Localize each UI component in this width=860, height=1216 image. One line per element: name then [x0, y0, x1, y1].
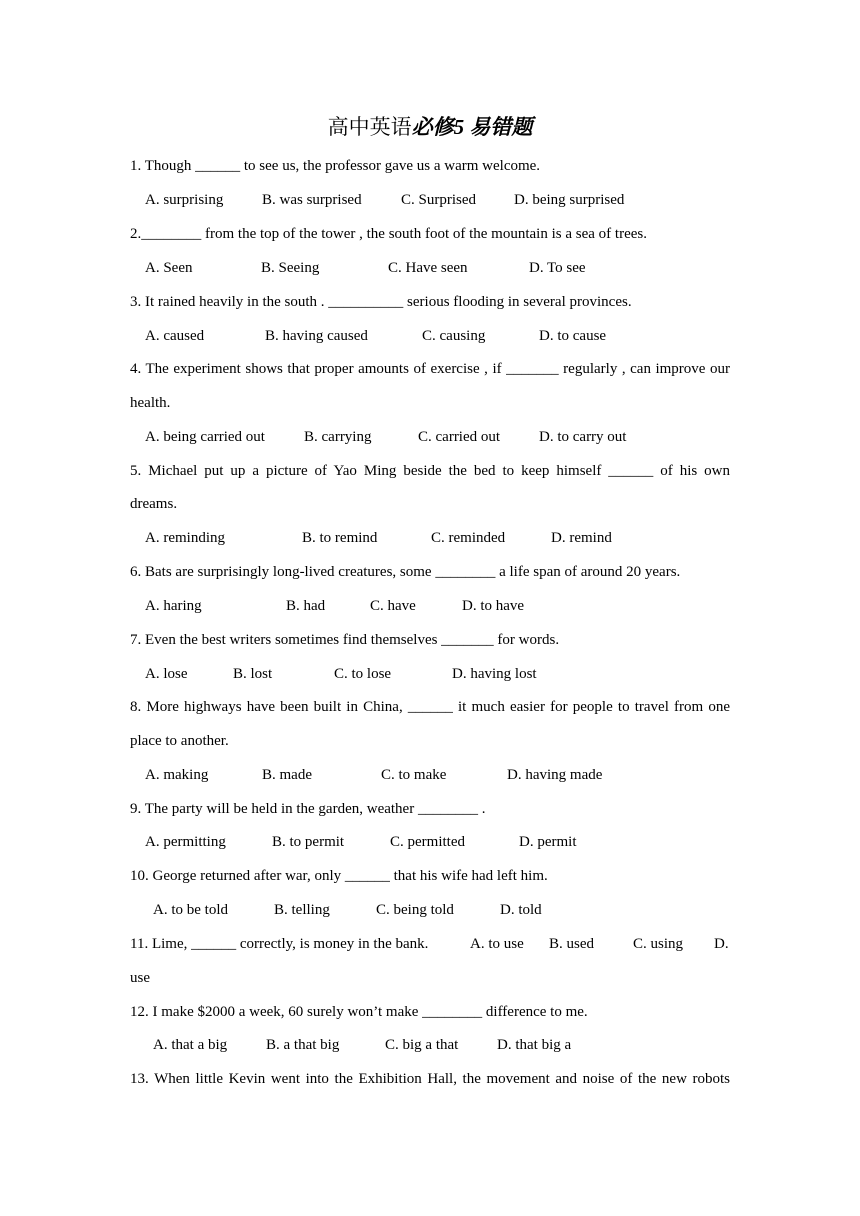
title-emphasis: 必修5 易错题: [411, 115, 533, 139]
question-3-text: 3. It rained heavily in the south . __________ serious flooding in several provinces.: [130, 294, 632, 310]
question-7-option-b: B. lost: [233, 666, 273, 682]
question-12-option-a: A. that a big: [153, 1037, 228, 1053]
question-1-option-d: D. being surprised: [514, 192, 625, 208]
question-1-option-b: B. was surprised: [262, 192, 362, 208]
question-8-option-b: B. made: [262, 767, 312, 783]
question-10-text: 10. George returned after war, only ______ that his wife had left him.: [130, 868, 548, 884]
question-4-option-c: C. carried out: [418, 429, 501, 445]
question-9-option-d: D. permit: [519, 834, 577, 850]
question-8-option-d: D. having made: [507, 767, 603, 783]
question-4-option-d: D. to carry out: [539, 429, 627, 445]
question-10-option-d: D. told: [500, 902, 542, 918]
question-11-option-d: D.: [714, 936, 729, 952]
question-12-text: 12. I make $2000 a week, 60 surely won’t make ________ difference to me.: [130, 1004, 588, 1020]
question-10-option-c: C. being told: [376, 902, 454, 918]
question-12-option-b: B. a that big: [266, 1037, 340, 1053]
question-6-option-a: A. haring: [145, 598, 202, 614]
question-12-option-d: D. that big a: [497, 1037, 572, 1053]
question-10-option-a: A. to be told: [153, 902, 228, 918]
question-8-option-c: C. to make: [381, 767, 447, 783]
question-8-text: 8. More highways have been built in China, ______ it much easier for people to travel from one: [130, 699, 730, 715]
question-7-option-a: A. lose: [145, 666, 188, 682]
question-1-option-c: C. Surprised: [401, 192, 476, 208]
question-5-option-d: D. remind: [551, 530, 612, 546]
question-11-option-c: C. using: [633, 936, 684, 952]
question-8-text-cont: place to another.: [130, 733, 229, 749]
question-4-option-a: A. being carried out: [145, 429, 265, 445]
question-9-option-c: C. permitted: [390, 834, 465, 850]
question-7-option-d: D. having lost: [452, 666, 537, 682]
title-plain: 高中英语: [327, 115, 412, 139]
question-1-option-a: A. surprising: [145, 192, 224, 208]
question-1-text: 1. Though ______ to see us, the professor gave us a warm welcome.: [130, 158, 541, 174]
question-2-text: 2.________ from the top of the tower , the south foot of the mountain is a sea of trees.: [130, 226, 647, 242]
question-11-text-cont: use: [130, 970, 150, 986]
question-3-option-d: D. to cause: [539, 328, 607, 344]
question-6-option-b: B. had: [286, 598, 326, 614]
question-9-text: 9. The party will be held in the garden, weather ________ .: [130, 801, 486, 817]
question-11-option-b: B. used: [549, 936, 594, 952]
question-4-text: 4. The experiment shows that proper amounts of exercise , if _______ regularly , can improve our: [130, 361, 730, 377]
page-title: [0, 114, 860, 140]
question-8-option-a: A. making: [145, 767, 209, 783]
question-4-text-cont: health.: [130, 395, 171, 411]
question-7-text: 7. Even the best writers sometimes find themselves _______ for words.: [130, 632, 560, 648]
question-5-text: 5. Michael put up a picture of Yao Ming beside the bed to keep himself ______ of his own: [130, 463, 730, 479]
question-10-option-b: B. telling: [274, 902, 330, 918]
question-6-text: 6. Bats are surprisingly long-lived creatures, some ________ a life span of around 20 years.: [130, 564, 681, 580]
question-5-option-a: A. reminding: [145, 530, 225, 546]
question-2-option-c: C. Have seen: [388, 260, 468, 276]
question-2-option-a: A. Seen: [145, 260, 193, 276]
question-12-option-c: C. big a that: [385, 1037, 459, 1053]
question-7-option-c: C. to lose: [334, 666, 392, 682]
question-6-option-c: C. have: [370, 598, 416, 614]
question-3-option-b: B. having caused: [265, 328, 368, 344]
question-4-option-b: B. carrying: [304, 429, 372, 445]
question-13-text: 13. When little Kevin went into the Exhibition Hall, the movement and noise of the new robots: [130, 1071, 730, 1087]
question-11-option-a: A. to use: [470, 936, 524, 952]
question-11-text: 11. Lime, ______ correctly, is money in the bank.: [130, 936, 429, 952]
question-5-text-cont: dreams.: [130, 496, 178, 512]
question-9-option-b: B. to permit: [272, 834, 345, 850]
question-2-option-d: D. To see: [529, 260, 586, 276]
question-9-option-a: A. permitting: [145, 834, 226, 850]
question-2-option-b: B. Seeing: [261, 260, 320, 276]
question-5-option-b: B. to remind: [302, 530, 378, 546]
question-3-option-c: C. causing: [422, 328, 486, 344]
question-3-option-a: A. caused: [145, 328, 205, 344]
question-5-option-c: C. reminded: [431, 530, 506, 546]
question-6-option-d: D. to have: [462, 598, 525, 614]
